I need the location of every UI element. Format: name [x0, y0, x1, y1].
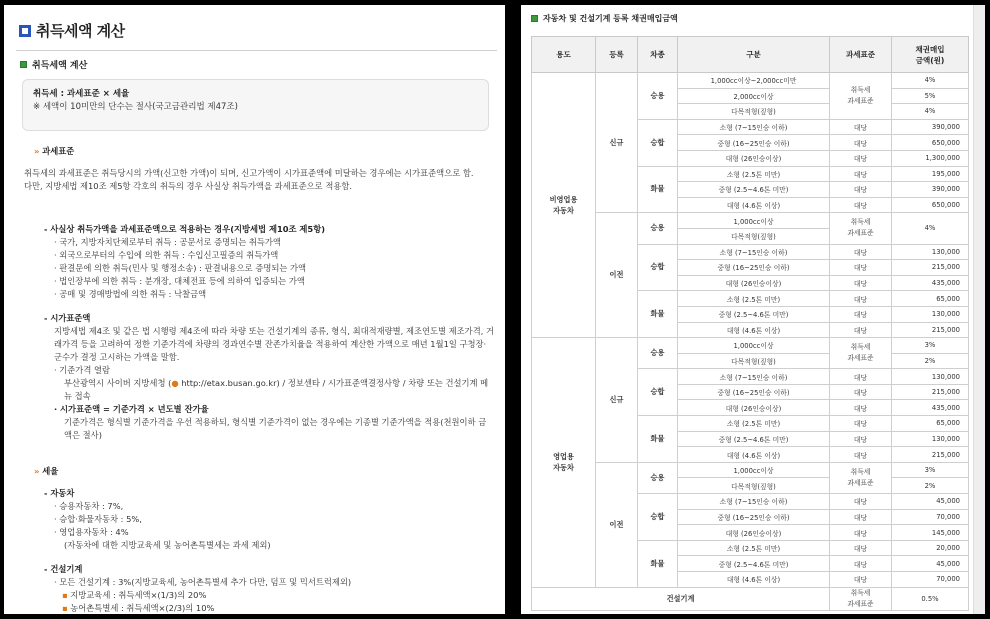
tax-base-cell: 대당 — [830, 384, 892, 400]
category-cell: 1,000cc이상 — [678, 338, 830, 354]
tax-base-cell: 대당 — [830, 291, 892, 307]
amount-cell: 650,000 — [892, 135, 969, 151]
list-item: (자동차에 대한 지방교육세 및 농어촌특별세는 과세 제외) — [64, 540, 271, 550]
bond-table-panel — [521, 5, 985, 614]
etax-link[interactable]: http://etax.busan.go.kr — [181, 378, 277, 388]
tax-base-cell: 대당 — [830, 447, 892, 463]
lookup-text: 부산광역시 사이버 지방세청 (● http://etax.busan.go.kr) / 정보센타 / 시가표준액결정사항 / 차량 또는 건설기계 메뉴 접속 — [64, 378, 489, 401]
category-cell: 대형 (26인승이상) — [678, 525, 830, 541]
vehicle-type-cell: 화물 — [638, 540, 678, 587]
amount-cell: 435,000 — [892, 275, 969, 291]
table-body — [532, 73, 969, 611]
vehicle-type-cell: 승합 — [638, 369, 678, 416]
vehicle-type-cell: 승용 — [638, 213, 678, 244]
category-cell: 중형 (2.5~4.6톤 미만) — [678, 556, 830, 572]
actual-price-block — [44, 223, 494, 301]
formula-box — [22, 79, 489, 131]
category-cell: 소형 (2.5톤 미만) — [678, 166, 830, 182]
usage-cell: 비영업용 자동차 — [532, 73, 596, 338]
category-cell: 다목적형(짚형) — [678, 104, 830, 120]
amount-cell: 1,300,000 — [892, 150, 969, 166]
amount-cell: 0.5% — [892, 587, 969, 610]
tax-base-cell: 대당 — [830, 244, 892, 260]
list-item: · 모든 건설기계 : 3%(지방교육세, 농어촌특별세 추가 다만, 덤프 및 믹서트럭제외) — [54, 577, 352, 587]
standard-price-para: 지방세법 제4조 및 같은 법 시행령 제4조에 따라 차량 또는 건설기계의 종류, 형식, 최대적재량별, 제조연도별 제조가격, 거래가격 등을 고려하여 정한 기준가격에 차량의 경과연수별 잔존가치율을 적용하여 계산한 가액으로 매년 1월1일 구청장·군수가 결정 고시하는 가액을 말함. — [54, 326, 495, 362]
standard-price-block — [44, 312, 494, 442]
registration-cell: 신규 — [596, 73, 638, 213]
tax-base-cell: 취득세 과세표준 — [830, 73, 892, 120]
tax-base-cell: 대당 — [830, 306, 892, 322]
category-cell: 소형 (2.5톤 미만) — [678, 291, 830, 307]
vehicle-type-cell: 승용 — [638, 73, 678, 120]
amount-cell: 20,000 — [892, 540, 969, 556]
tax-base-heading: » 과세표준 — [34, 146, 75, 156]
list-item: · 판결문에 의한 취득(민사 및 행정소송) : 판결내용으로 증명되는 가액 — [54, 263, 307, 273]
tax-base-cell: 대당 — [830, 369, 892, 385]
title-divider — [16, 50, 497, 51]
amount-cell: 130,000 — [892, 306, 969, 322]
amount-cell: 3% — [892, 462, 969, 478]
amount-cell: 70,000 — [892, 509, 969, 525]
tax-base-section — [32, 145, 497, 158]
title-box-icon — [19, 25, 31, 37]
category-cell: 중형 (2.5~4.6톤 미만) — [678, 182, 830, 198]
tax-base-cell: 대당 — [830, 182, 892, 198]
formula-line: 취득세 : 과세표준 × 세율 — [33, 89, 130, 99]
table-title: 자동차 및 건설기계 등록 채권매입금액 — [543, 14, 678, 23]
category-cell: 대형 (26인승이상) — [678, 275, 830, 291]
amount-cell: 215,000 — [892, 322, 969, 338]
tax-base-cell: 대당 — [830, 494, 892, 510]
category-cell: 대형 (4.6톤 이상) — [678, 322, 830, 338]
amount-cell: 70,000 — [892, 572, 969, 588]
lookup-item: · 기준가격 열람 — [54, 365, 111, 375]
category-cell: 1,000cc이상 — [678, 462, 830, 478]
table-header-row — [531, 13, 678, 24]
category-cell: 중형 (16~25인승 이하) — [678, 135, 830, 151]
column-header: 등록 — [596, 37, 638, 73]
amount-cell: 435,000 — [892, 400, 969, 416]
tax-base-cell: 취득세 과세표준 — [830, 338, 892, 369]
category-cell: 다목적형(짚형) — [678, 478, 830, 494]
calc-item: · 시가표준액 = 기준가격 × 년도별 잔가율 — [54, 404, 209, 414]
tax-calc-panel — [4, 5, 505, 614]
category-cell: 다목적형(짚형) — [678, 228, 830, 244]
column-header: 채권매입 금액(원) — [892, 37, 969, 73]
tax-base-cell: 대당 — [830, 275, 892, 291]
tax-base-cell: 대당 — [830, 525, 892, 541]
tax-base-cell: 대당 — [830, 400, 892, 416]
list-item: ▪ 지방교육세 : 취득세액×(1/3)의 20% — [62, 590, 207, 600]
list-item: · 법인장부에 의한 취득 : 분개장, 대체전표 등에 의하여 입증되는 가액 — [54, 276, 305, 286]
table-row — [532, 213, 969, 229]
bond-purchase-table — [531, 36, 969, 611]
amount-cell: 390,000 — [892, 182, 969, 198]
category-cell: 중형 (16~25인승 이하) — [678, 384, 830, 400]
amount-cell: 145,000 — [892, 525, 969, 541]
tax-base-cell: 대당 — [830, 556, 892, 572]
vehicle-type-cell: 화물 — [638, 291, 678, 338]
list-item: ▪ 농어촌특별세 : 취득세액×(2/3)의 10% — [62, 603, 215, 613]
formula-note: ※ 세액이 10미만의 단수는 절사(국고금관리법 제47조) — [33, 102, 238, 112]
amount-cell: 2% — [892, 353, 969, 369]
category-cell: 중형 (16~25인승 이하) — [678, 509, 830, 525]
amount-cell: 4% — [892, 104, 969, 120]
tax-base-cell: 대당 — [830, 572, 892, 588]
table-row — [532, 338, 969, 354]
amount-cell: 215,000 — [892, 260, 969, 276]
bullet-icon: ▪ — [62, 590, 71, 600]
amount-cell: 650,000 — [892, 197, 969, 213]
amount-cell: 195,000 — [892, 166, 969, 182]
category-cell: 소형 (2.5톤 미만) — [678, 540, 830, 556]
category-cell: 다목적형(짚형) — [678, 353, 830, 369]
category-cell: 소형 (7~15인승 이하) — [678, 119, 830, 135]
const-rates-block — [44, 563, 494, 614]
section-title: 취득세액 계산 — [32, 61, 88, 71]
category-cell: 대형 (4.6톤 이상) — [678, 197, 830, 213]
standard-price-heading: - 시가표준액 — [44, 313, 91, 323]
usage-cell: 영업용 자동차 — [532, 338, 596, 588]
amount-cell: 215,000 — [892, 447, 969, 463]
column-header: 과세표준 — [830, 37, 892, 73]
tax-base-cell: 대당 — [830, 119, 892, 135]
vehicle-type-cell: 승합 — [638, 494, 678, 541]
actual-price-heading: - 사실상 취득가액을 과세표준액으로 적용하는 경우(지방세법 제10조 제5항) — [44, 224, 325, 234]
vehicle-type-cell: 화물 — [638, 416, 678, 463]
category-cell: 대형 (26인승이상) — [678, 400, 830, 416]
tax-base-body — [24, 167, 494, 193]
category-cell: 소형 (2.5톤 미만) — [678, 416, 830, 432]
tax-base-cell: 취득세 과세표준 — [830, 462, 892, 493]
bullet-icon: ▪ — [62, 603, 71, 613]
tax-base-cell: 대당 — [830, 197, 892, 213]
category-cell: 소형 (7~15인승 이하) — [678, 494, 830, 510]
page-title: 취득세액 계산 — [36, 22, 125, 40]
category-cell: 1,000cc이상~2,000cc미만 — [678, 73, 830, 89]
category-cell: 소형 (7~15인승 이하) — [678, 244, 830, 260]
vehicle-type-cell: 승합 — [638, 244, 678, 291]
tax-base-cell: 대당 — [830, 416, 892, 432]
vehicle-type-cell: 화물 — [638, 166, 678, 213]
amount-cell: 215,000 — [892, 384, 969, 400]
list-item: · 외국으로부터의 수입에 의한 취득 : 수입신고필증의 취득가액 — [54, 250, 279, 260]
tax-base-para1: 취득세의 과세표준은 취득당시의 가액(신고한 가액)이 되며, 신고가액이 시가표준액에 미달하는 경우에는 시가표준액으로 함. — [24, 168, 474, 178]
amount-cell: 4% — [892, 73, 969, 89]
amount-cell: 45,000 — [892, 556, 969, 572]
car-rates-list — [54, 500, 494, 552]
category-cell: 중형 (2.5~4.6톤 미만) — [678, 306, 830, 322]
category-cell: 2,000cc이상 — [678, 88, 830, 104]
tax-base-cell: 취득세 과세표준 — [830, 587, 892, 610]
list-item: · 영업용자동차 : 4% — [54, 527, 129, 537]
column-header: 용도 — [532, 37, 596, 73]
tax-base-para2: 다만, 지방세법 제10조 제5항 각호의 취득의 경우 사실상 취득가액을 과세표준으로 적용함. — [24, 181, 353, 191]
page-title-row — [19, 20, 125, 41]
list-item: · 승용자동차 : 7%, — [54, 501, 124, 511]
amount-cell: 4% — [892, 213, 969, 244]
registration-cell: 이전 — [596, 462, 638, 587]
table-head — [532, 37, 969, 73]
rates-heading: » 세율 — [34, 466, 59, 476]
tax-base-cell: 대당 — [830, 540, 892, 556]
tax-base-cell: 대당 — [830, 431, 892, 447]
category-cell: 대형 (4.6톤 이상) — [678, 572, 830, 588]
tax-base-cell: 대당 — [830, 150, 892, 166]
car-rates-heading: - 자동차 — [44, 488, 75, 498]
category-cell: 대형 (4.6톤 이상) — [678, 447, 830, 463]
construction-label-cell: 건설기계 — [532, 587, 830, 610]
category-cell: 소형 (7~15인승 이하) — [678, 369, 830, 385]
section-bullet-icon — [20, 61, 27, 68]
table-row — [532, 587, 969, 610]
amount-cell: 130,000 — [892, 369, 969, 385]
rates-section — [34, 465, 494, 478]
tax-base-cell: 대당 — [830, 260, 892, 276]
table-row — [532, 73, 969, 89]
vehicle-type-cell: 승합 — [638, 119, 678, 166]
amount-cell: 45,000 — [892, 494, 969, 510]
amount-cell: 3% — [892, 338, 969, 354]
amount-cell: 130,000 — [892, 244, 969, 260]
amount-cell: 65,000 — [892, 291, 969, 307]
calc-text: 기준가격은 형식별 기준가격을 우선 적용하되, 형식별 기준가격이 없는 경우에는 기종별 기준가액을 적용(천원이하 금액은 절사) — [64, 417, 487, 440]
scrollbar[interactable] — [973, 5, 985, 614]
tax-base-cell: 대당 — [830, 135, 892, 151]
section-bullet-icon — [531, 15, 538, 22]
column-header: 차종 — [638, 37, 678, 73]
category-cell: 1,000cc이상 — [678, 213, 830, 229]
section-header — [20, 58, 87, 71]
category-cell: 중형 (16~25인승 이하) — [678, 260, 830, 276]
tax-base-cell: 대당 — [830, 322, 892, 338]
amount-cell: 130,000 — [892, 431, 969, 447]
registration-cell: 이전 — [596, 213, 638, 338]
table-row — [532, 462, 969, 478]
link-icon: ● — [171, 378, 179, 388]
tax-base-cell: 대당 — [830, 509, 892, 525]
list-item: · 공매 및 경매방법에 의한 취득 : 낙찰금액 — [54, 289, 207, 299]
category-cell: 대형 (26인승이상) — [678, 150, 830, 166]
const-rates-heading: - 건설기계 — [44, 564, 83, 574]
const-rates-list — [54, 576, 494, 614]
actual-price-list — [54, 236, 494, 301]
vehicle-type-cell: 승용 — [638, 338, 678, 369]
tax-base-cell: 대당 — [830, 166, 892, 182]
list-item: · 국가, 지방자치단체로부터 취득 : 공문서로 증명되는 취득가액 — [54, 237, 281, 247]
amount-cell: 390,000 — [892, 119, 969, 135]
column-header: 구분 — [678, 37, 830, 73]
amount-cell: 2% — [892, 478, 969, 494]
amount-cell: 65,000 — [892, 416, 969, 432]
car-rates-block — [44, 487, 494, 552]
category-cell: 중형 (2.5~4.6톤 미만) — [678, 431, 830, 447]
vehicle-type-cell: 승용 — [638, 462, 678, 493]
list-item: · 승합·화물자동차 : 5%, — [54, 514, 142, 524]
amount-cell: 5% — [892, 88, 969, 104]
tax-base-cell: 취득세 과세표준 — [830, 213, 892, 244]
registration-cell: 신규 — [596, 338, 638, 463]
